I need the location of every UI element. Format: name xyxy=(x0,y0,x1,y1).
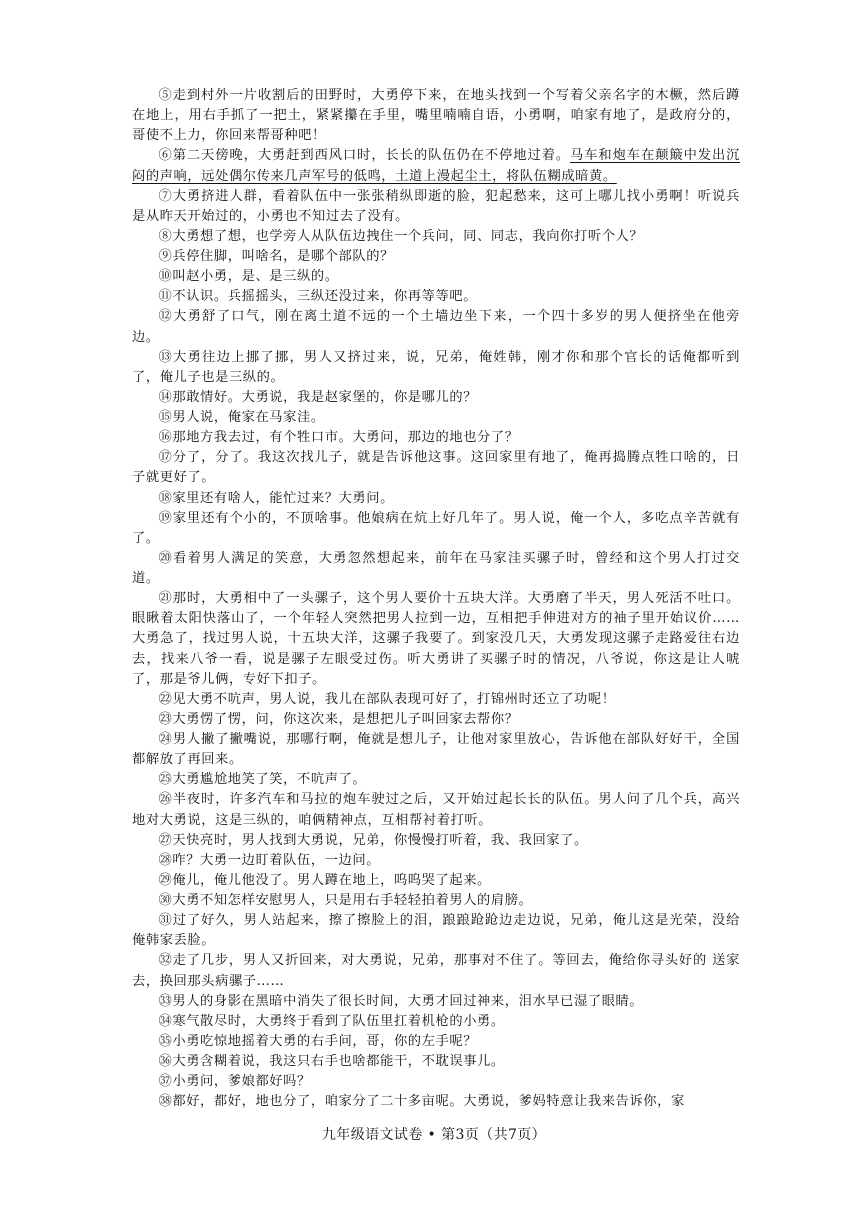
paragraph xyxy=(132,831,740,851)
paragraph xyxy=(132,730,740,770)
paragraph xyxy=(132,489,740,509)
paragraph xyxy=(132,227,740,247)
paragraph-text: ⑲家里还有个小的，不顶啥事。他娘病在炕上好几年了。男人说，俺一个人，多吃点辛苦就有了。 xyxy=(132,510,740,546)
paragraph xyxy=(132,1072,740,1092)
paragraph-text: ⑥第二天傍晚，大勇赶到西风口时，长长的队伍仍在不停地过着。 xyxy=(158,148,571,164)
paragraph xyxy=(132,770,740,790)
paragraph xyxy=(132,247,740,267)
story-text xyxy=(132,86,740,1112)
paragraph-text: ⑱家里还有啥人，能忙过来？大勇问。 xyxy=(158,490,394,506)
paragraph xyxy=(132,388,740,408)
paragraph-text: ㉟小勇吃惊地摇着大勇的右手问，哥，你的左手呢？ xyxy=(158,1033,478,1049)
paragraph-text: ⑰分了，分了。我这次找儿子，就是告诉他这事。这回家里有地了，俺再捣腾点牲口啥的，日子就更好了。 xyxy=(132,450,740,486)
paragraph-text: ㉜走了几步，男人又折回来，对大勇说，兄弟，那事对不住了。等回去，俺给你寻头好的 送家去，换回那头病骡子…… xyxy=(132,953,740,989)
paragraph xyxy=(132,448,740,488)
paragraph-text: ⑫大勇舒了口气，刚在离土道不远的一个土墙边坐下来，一个四十多岁的男人便挤坐在他旁边。 xyxy=(132,309,740,345)
paragraph xyxy=(132,911,740,951)
paragraph-text: ㉒见大勇不吭声，男人说，我儿在部队表现可好了，打锦州时还立了功呢！ xyxy=(158,691,616,707)
paragraph-text: ㉞寒气散尽时，大勇终于看到了队伍里扛着机枪的小勇。 xyxy=(158,1013,505,1029)
paragraph xyxy=(132,790,740,830)
paragraph-text: ㉗天快亮时，男人找到大勇说，兄弟，你慢慢打听着，我、我回家了。 xyxy=(158,832,588,848)
paragraph xyxy=(132,408,740,428)
paragraph xyxy=(132,509,740,549)
paragraph xyxy=(132,951,740,991)
paragraph xyxy=(132,851,740,871)
paragraph-text: ㉝男人的身影在黑暗中消失了很长时间，大勇才回过神来，泪水早已湿了眼睛。 xyxy=(158,993,644,1009)
paragraph-text: ⑮男人说，俺家在马家洼。 xyxy=(158,410,325,425)
paragraph xyxy=(132,1052,740,1072)
paragraph-text: ㉔男人撇了撇嘴说，那哪行啊，俺就是想儿子，让他对家里放心，告诉他在部队好好干，全国都解放了再回来。 xyxy=(132,732,740,768)
paragraph-text: ⑬大勇往边上挪了挪，男人又挤过来，说，兄弟，俺姓韩，刚才你和那个官长的话俺都听到了，俺儿子也是三纵的。 xyxy=(132,349,740,385)
paragraph xyxy=(132,307,740,347)
paragraph-text: ㉙俺儿，俺儿他没了。男人蹲在地上，呜呜哭了起来。 xyxy=(158,872,491,888)
paragraph xyxy=(132,549,740,589)
paragraph xyxy=(132,710,740,730)
paragraph-text: ㊱大勇含糊着说，我这只右手也啥都能干，不耽误事儿。 xyxy=(158,1054,505,1069)
paragraph xyxy=(132,992,740,1012)
paragraph-text: ㉘咋？大勇一边盯着队伍，一边问。 xyxy=(158,852,381,868)
paragraph-text: ⑳看着男人满足的笑意，大勇忽然想起来，前年在马家洼买骡子时，曾经和这个男人打过交道。 xyxy=(132,550,740,586)
paragraph xyxy=(132,187,740,227)
paragraph-text: ⑤走到村外一片收割后的田野时，大勇停下来，在地头找到一个写着父亲名字的木橛，然后蹲在地上，用右手抓了一把土，紧紧攥在手里，嘴里喃喃自语，小勇啊，咱家有地了，是政府分的，哥使不上力，你回来帮哥种吧！ xyxy=(132,88,740,144)
paragraph xyxy=(132,589,740,690)
paragraph-text: ⑪不认识。兵摇摇头，三纵还没过来，你再等等吧。 xyxy=(158,289,478,305)
paragraph-text: ㊲小勇问，爹娘都好吗？ xyxy=(158,1074,311,1090)
paragraph-text: ⑩叫赵小勇，是、是三纵的。 xyxy=(158,269,339,285)
paragraph xyxy=(132,1032,740,1052)
paragraph-text: ㉚大勇不知怎样安慰男人，只是用右手轻轻拍着男人的肩膀。 xyxy=(158,893,533,908)
page-footer: 九年级语文试卷 • 第3页（共7页） xyxy=(321,1127,547,1143)
paragraph-text: ⑨兵停住脚，叫啥名，是哪个部队的？ xyxy=(158,249,394,264)
paragraph-text: ⑧大勇想了想，也学旁人从队伍边拽住一个兵问，同、同志，我向你打听个人？ xyxy=(158,228,644,244)
paragraph xyxy=(132,891,740,911)
paragraph xyxy=(132,1012,740,1032)
paragraph-text: ㉑那时，大勇相中了一头骡子，这个男人要价十五块大洋。大勇磨了半天，男人死活不吐口。眼瞅着太阳快落山了，一个年轻人突然把男人拉到一边，互相把手伸进对方的袖子里开始议价……大勇急了，找过男人说，十五块大洋，这骡子我要了。到家没几天，大勇发现这骡子走路爱往右边去，找来八爷一看，说是骡子左眼受过伤。听大勇讲了买骡子时的情况，八爷说，你这是让人唬了，那是爷儿俩，专好下扣子。 xyxy=(132,591,740,687)
paragraph-text: ㊳都好，都好，地也分了，咱家分了二十多亩呢。大勇说，爹妈特意让我来告诉你，家 xyxy=(158,1094,685,1110)
paragraph xyxy=(132,690,740,710)
paragraph-text: ㉕大勇尴尬地笑了笑，不吭声了。 xyxy=(158,772,367,788)
paragraph-text: ㉓大勇愣了愣，问，你这次来，是想把儿子叫回家去帮你？ xyxy=(158,711,519,727)
paragraph-text: ⑦大勇挤进人群，看着队伍中一张张稍纵即逝的脸，犯起愁来，这可上哪儿找小勇啊！听说兵是从昨天开始过的，小勇也不知过去了没有。 xyxy=(132,188,740,224)
paragraph xyxy=(132,428,740,448)
paragraph-text: ⑭那敢情好。大勇说，我是赵家堡的，你是哪儿的？ xyxy=(158,389,478,405)
paragraph xyxy=(132,1092,740,1112)
paragraph xyxy=(132,86,740,146)
underlined-sentence: 马车和炮车在颠簸中发出沉闷的声响，远处偶尔传来几声军号的低鸣，土道上漫起尘土，将队伍糊成暗黄。 xyxy=(132,148,740,184)
paragraph-text: ⑯那地方我去过，有个牲口市。大勇问，那边的地也分了？ xyxy=(158,430,519,446)
paragraph xyxy=(132,146,740,186)
paragraph xyxy=(132,348,740,388)
paragraph-text: ㉛过了好久，男人站起来，擦了擦脸上的泪，踉踉跄跄边走边说，兄弟，俺儿这是光荣，没给俺韩家丢脸。 xyxy=(132,913,740,949)
paragraph xyxy=(132,287,740,307)
paragraph xyxy=(132,267,740,287)
paragraph xyxy=(132,871,740,891)
paragraph-text: ㉖半夜时，许多汽车和马拉的炮车驶过之后，又开始过起长长的队伍。男人问了几个兵，高兴地对大勇说，这是三纵的，咱俩精神点，互相帮衬着打听。 xyxy=(132,792,740,828)
